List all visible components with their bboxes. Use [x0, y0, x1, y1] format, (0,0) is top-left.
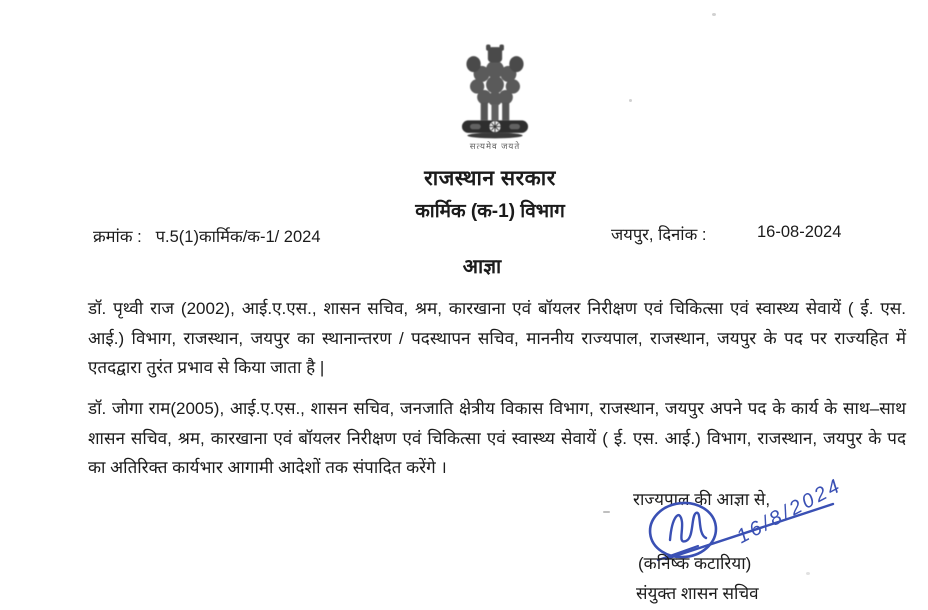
emblem-motto: सत्यमेव जयते [469, 141, 521, 151]
paragraph-line: का अतिरिक्त कार्यभार आगामी आदेशों तक संपादित करेंगे । [88, 458, 447, 477]
order-date-value: 16-08-2024 [757, 223, 842, 241]
government-title: राजस्थान सरकार [424, 167, 556, 190]
reference-number-value: प.5(1)कार्मिक/क-1/ 2024 [155, 228, 321, 246]
reference-number-line [93, 224, 321, 247]
department-title: कार्मिक (क-1) विभाग [415, 201, 565, 222]
paragraph-line: डॉ. जोगा राम(2005), आई.ए.एस., शासन सचिव, जनजाति क्षेत्रीय विकास विभाग, राजस्थान, जयपुर अपने पद के कार्य के साथ–साथ [88, 399, 906, 418]
scan-mark [603, 511, 610, 513]
authority-line: राज्यपाल की आज्ञा से, [633, 490, 771, 509]
handwritten-date: 16/8/2024 [733, 474, 846, 549]
ashoka-lion-capital-icon [454, 40, 536, 140]
reference-number-label: क्रमांक : [93, 228, 142, 246]
order-paragraph-1 [88, 294, 906, 383]
paragraph-line: डॉ. पृथ्वी राज (2002), आई.ए.एस., शासन सचिव, श्रम, कारखाना एवं बॉयलर निरीक्षण एवं चिकित्सा एवं स्वास्थ्य सेवायें ( ई. एस. [88, 299, 906, 318]
place-date-label: जयपुर, दिनांक : [611, 226, 707, 244]
paragraph-line: आई.) विभाग, राजस्थान, जयपुर का स्थानान्तरण / पदस्थापन सचिव, माननीय राज्यपाल, राजस्थान, जयपुर के पद पर राज्यहित में [88, 328, 906, 348]
scan-speck [806, 572, 810, 575]
scan-speck [629, 99, 632, 102]
paragraph-line: एतदद्वारा तुरंत प्रभाव से किया जाता है | [88, 358, 325, 377]
order-title: आज्ञा [462, 256, 502, 278]
national-emblem [447, 40, 543, 152]
paragraph-line: शासन सचिव, श्रम, कारखाना एवं बॉयलर निरीक्षण एवं चिकित्सा एवं स्वास्थ्य सेवायें ( ई. एस. आई.) विभाग, राजस्थान, जयपुर के पद [88, 428, 906, 448]
signatory-name: (कनिष्क कटारिया) [638, 554, 752, 573]
order-paragraph-2 [88, 394, 906, 483]
scan-speck [712, 13, 716, 16]
signatory-designation: संयुक्त शासन सचिव [636, 584, 759, 603]
